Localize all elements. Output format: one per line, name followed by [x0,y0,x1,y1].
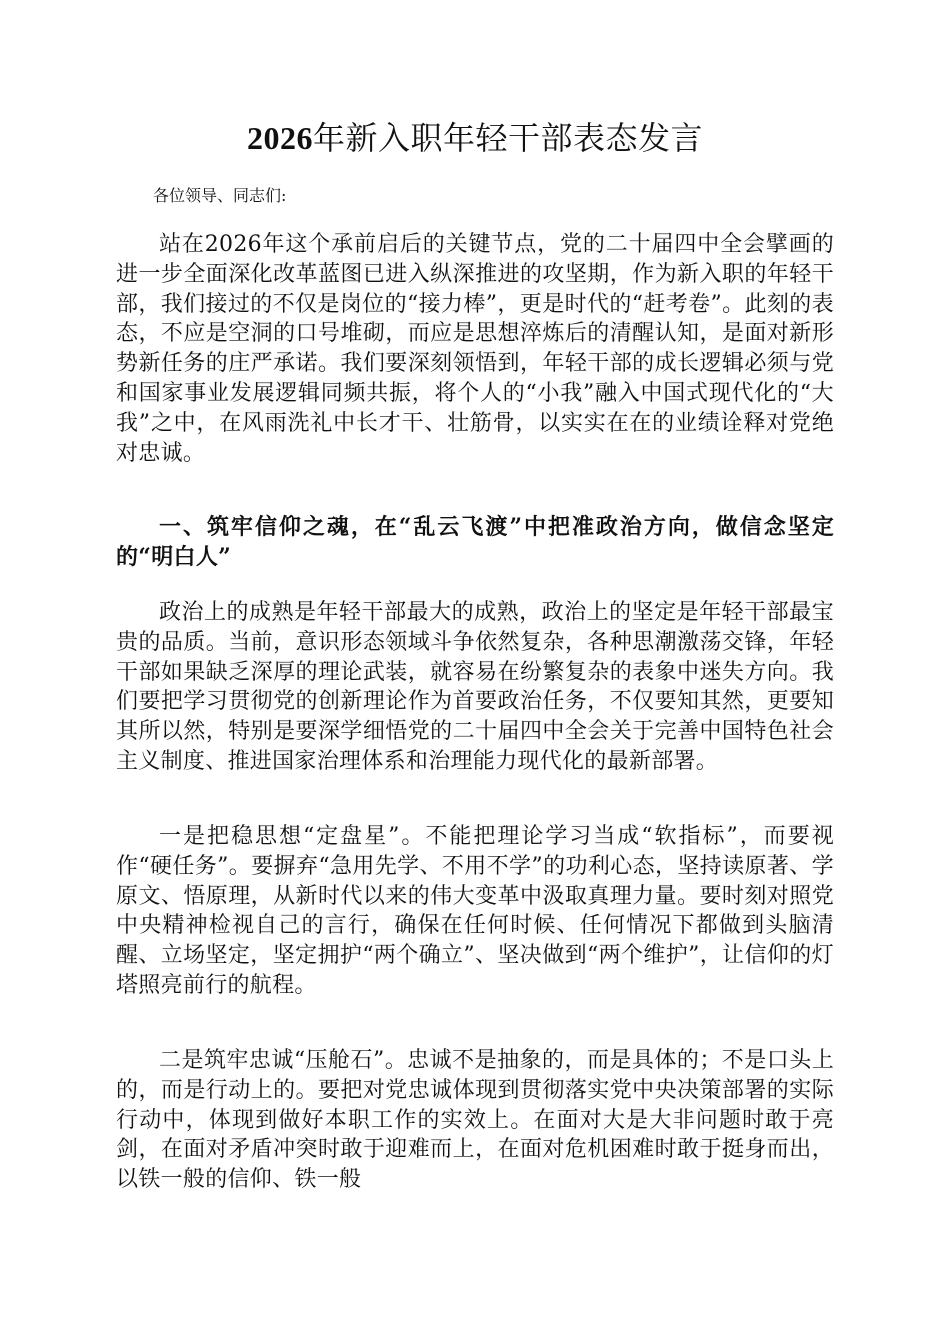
document-title [0,116,950,160]
paragraph-point-one: 一是把稳思想“定盘星”。不能把理论学习当成“软指标”，而要视作“硬任务”。要摒弃“急用先学、不用不学”的功利心态，坚持读原著、学原文、悟原理，从新时代以来的伟大变革中汲取真理力量。要时刻对照党中央精神检视自己的言行，确保在任何时候、任何情况下都做到头脑清醒、立场坚定，坚定拥护“两个确立”、坚决做到“两个维护”，让信仰的灯塔照亮前行的航程。 [116,824,834,998]
title-year: 2026 [246,120,313,156]
title-text: 年新入职年轻干部表态发言 [312,119,703,157]
paragraph-point-two: 二是筑牢忠诚“压舱石”。忠诚不是抽象的，而是具体的；不是口头上的，而是行动上的。要把对党忠诚体现到贯彻落实党中央决策部署的实际行动中，体现到做好本职工作的实效上。在面对大是大非问题时敢于亮剑，在面对矛盾冲突时敢于迎难而上，在面对危机困难时敢于挺身而出，以铁一般的信仰、铁一般 [116,1048,834,1193]
salutation: 各位领导、同志们: [153,186,287,205]
paragraph-intro: 站在2026年这个承前启后的关键节点，党的二十届四中全会擘画的进一步全面深化改革蓝图已进入纵深推进的攻坚期，作为新入职的年轻干部，我们接过的不仅是岗位的“接力棒”，更是时代的“赶考卷”。此刻的表态，不应是空洞的口号堆砌，而应是思想淬炼后的清醒认知，是面对新形势新任务的庄严承诺。我们要深刻领悟到，年轻干部的成长逻辑必须与党和国家事业发展逻辑同频共振，将个人的“小我”融入中国式现代化的“大我”之中，在风雨洗礼中长才干、壮筋骨，以实实在在的业绩诠释对党绝对忠诚。 [116,232,834,466]
paragraph-political-maturity: 政治上的成熟是年轻干部最大的成熟，政治上的坚定是年轻干部最宝贵的品质。当前，意识形态领域斗争依然复杂，各种思潮激荡交锋，年轻干部如果缺乏深厚的理论武装，就容易在纷繁复杂的表象中迷失方向。我们要把学习贯彻党的创新理论作为首要政治任务，不仅要知其然，更要知其所以然，特别是要深学细悟党的二十届四中全会关于完善中国特色社会主义制度、推进国家治理体系和治理能力现代化的最新部署。 [116,600,834,774]
section-heading-1: 一、筑牢信仰之魂，在“乱云飞渡”中把准政治方向，做信念坚定的“明白人” [116,514,834,570]
